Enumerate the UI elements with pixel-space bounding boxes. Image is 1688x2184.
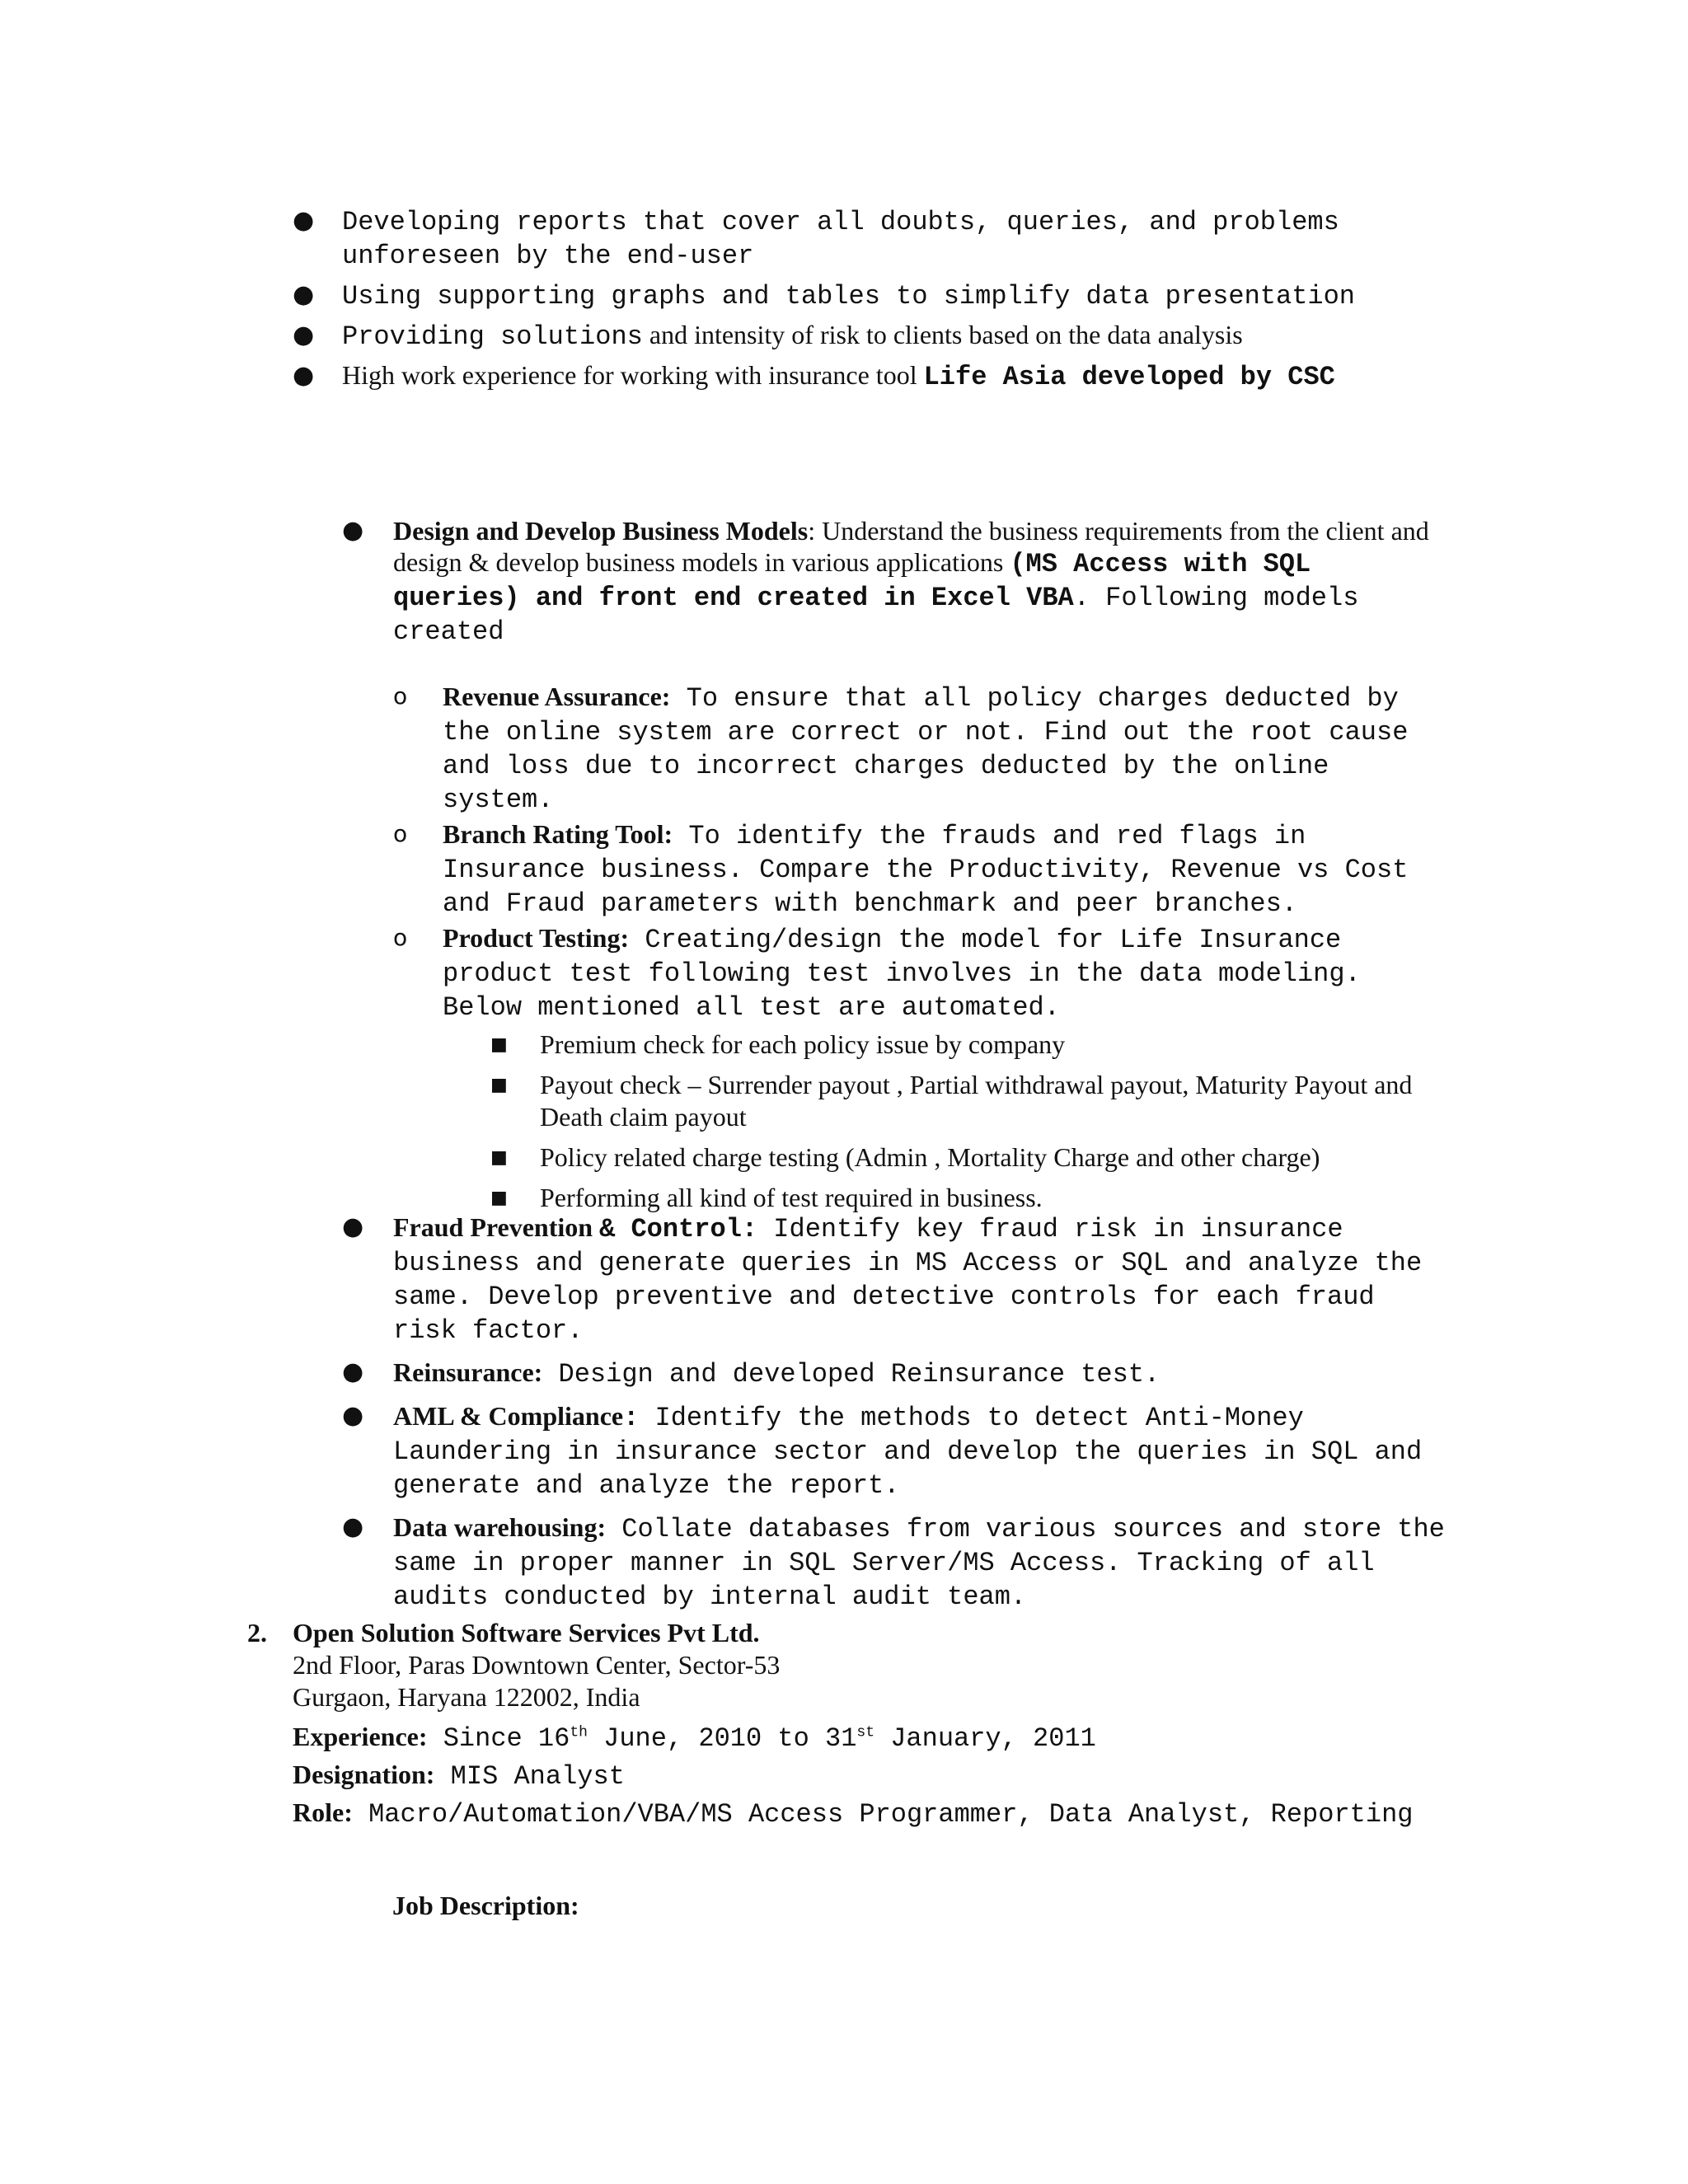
list-item: ● Using supporting graphs and tables to simplify data presentation [293,280,1355,312]
experience-line: Experience: Since 16th June, 2010 to 31st January, 2011 [293,1722,1096,1754]
list-item: ■ Policy related charge testing (Admin , Mortality Charge and other charge) [490,1142,1320,1172]
list-item: ■ Performing all kind of test required in business. [490,1183,1043,1212]
list-item: ● Providing solutions and intensity of risk to clients based on the data analysis [293,320,1243,352]
designation-line: Designation: MIS Analyst [293,1760,625,1792]
list-item: o Revenue Assurance: To ensure that all policy charges deducted by the online system are correct or not. Find out the root cause and loss due to incorrect charges deducted by the online system. [393,682,1409,815]
list-item: ● Design and Develop Business Models: Understand the business requirements from the client and design & develop business models in various applications (MS Access with SQL queries) and front end created in Excel VBA. Following models created o Revenue Assurance: To ensure that all policy charges deducted by the online system are correct or not. Find out the root cause and loss due to incorrect charges deducted by the online system. o Branch Rating Tool: To identify the frauds and red flags in Insurance business. Compare the Productivity, Revenue vs Cost and Fraud parameters with benchmark and peer branches. o Product Testing: Creating/design the model for Life Insurance product test following test involves in the data modeling. Below mentioned all test are automated. ■ Premium check for each policy issue by company ■ Payout check – Surrender payout , Partial withdrawal payout, Maturity Payout and Death claim payout ■ Policy related charge testing (Admin , Mortality Charge and other charge) ■ Performing all kind of test required in business. [342,515,1447,1214]
list-item: ■ Payout check – Surrender payout , Partial withdrawal payout, Maturity Payout and Death claim payout [490,1070,1413,1132]
list-item: o Product Testing: Creating/design the model for Life Insurance product test following test involves in the data modeling. Below mentioned all test are automated. ■ Premium check for each policy issue by company ■ Payout check – Surrender payout , Partial withdrawal payout, Maturity Payout and Death claim payout ■ Policy related charge testing (Admin , Mortality Charge and other charge) ■ Performing all kind of test required in business. [393,922,1447,1214]
circle-bullet-icon: o [393,682,408,710]
bullet-icon: ● [342,1212,364,1241]
model-sublist [393,681,1447,1214]
bullet-icon: ● [342,1357,364,1386]
square-bullet-icon: ■ [490,1034,508,1055]
circle-bullet-icon: o [393,820,408,847]
top-bullet-list [293,204,1447,400]
business-models-list [342,515,1447,1222]
list-item: ● High work experience for working with insurance tool Life Asia developed by CSC [293,360,1335,392]
list-item: ● Reinsurance: Design and developed Reinsurance test. [342,1357,1160,1390]
bullet-icon: ● [293,280,315,309]
company-address-line: 2nd Floor, Paras Downtown Center, Sector-53 [293,1650,781,1680]
list-item: ● Developing reports that cover all doubts, queries, and problems unforeseen by the end-user [293,206,1339,271]
company-name: Open Solution Software Services Pvt Ltd. [293,1618,760,1647]
square-bullet-icon: ■ [490,1075,508,1095]
company-address-line: Gurgaon, Haryana 122002, India [293,1682,640,1712]
bullet-icon: ● [342,1512,364,1541]
bullet-icon: ● [342,516,364,545]
circle-bullet-icon: o [393,924,408,951]
square-bullet-icon: ■ [490,1188,508,1208]
section-number: 2. [247,1618,267,1647]
product-tests-list [443,1029,1447,1214]
bullet-icon: ● [293,206,315,235]
company-block [247,1617,781,1713]
list-item: o Branch Rating Tool: To identify the frauds and red flags in Insurance business. Compare the Productivity, Revenue vs Cost and Fraud parameters with benchmark and peer branches. [393,819,1409,919]
list-item: ■ Premium check for each policy issue by company [490,1029,1066,1059]
job-meta [293,1721,1447,1835]
bullet-icon: ● [293,321,315,349]
bullet-icon: ● [342,1401,364,1430]
list-item: ● AML & Compliance: Identify the methods to detect Anti-Money Laundering in insurance sector and develop the queries in SQL and generate and analyze the report. [342,1401,1423,1501]
job-description-heading: Job Description: [392,1891,579,1920]
responsibilities-list [342,1212,1447,1623]
list-item: ● Fraud Prevention & Control: Identify key fraud risk in insurance business and generate queries in MS Access or SQL and analyze the same. Develop preventive and detective controls for each fraud risk factor. [342,1212,1423,1346]
role-line: Role: Macro/Automation/VBA/MS Access Programmer, Data Analyst, Reporting [293,1797,1414,1830]
bullet-icon: ● [293,361,315,390]
list-item: ● Data warehousing: Collate databases from various sources and store the same in proper manner in SQL Server/MS Access. Tracking of all audits conducted by internal audit team. [342,1512,1445,1612]
square-bullet-icon: ■ [490,1147,508,1168]
